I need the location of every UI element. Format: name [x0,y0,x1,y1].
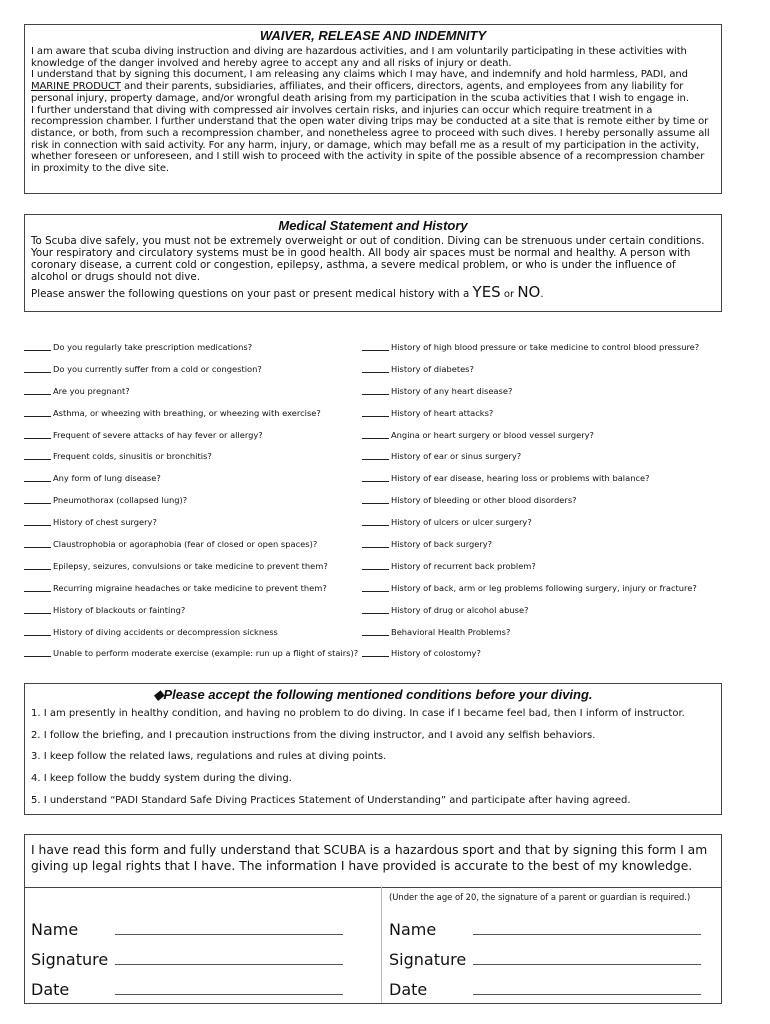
name-label: Name [31,920,79,939]
answer-blank[interactable] [362,628,389,636]
question-text: Are you pregnant? [53,385,130,396]
answer-blank[interactable] [362,562,389,570]
question-text: History of colostomy? [391,648,481,659]
answer-blank[interactable] [362,518,389,526]
answer-blank[interactable] [24,496,51,504]
question-row [24,424,364,446]
question-text: Any form of lung disease? [53,473,161,484]
question-row [362,380,722,402]
medical-title: Medical Statement and History [278,218,468,233]
question-text: Pneumothorax (collapsed lung)? [53,495,188,506]
answer-blank[interactable] [362,649,389,657]
divider [25,887,721,888]
question-text: Recurring migraine headaches or take medicine to prevent them? [53,582,327,593]
question-text: History of ear or sinus surgery? [391,451,522,462]
participant-date-field[interactable] [115,993,343,995]
question-row [24,621,364,643]
medical-instructions: Please answer the following questions on your past or present medical history with a YES or NO. [31,283,544,301]
question-row [362,358,722,380]
question-text: Do you currently suffer from a cold or congestion? [53,363,262,374]
signature-label: Signature [31,950,109,969]
acknowledgement-statement: I have read this form and fully understand that SCUBA is a hazardous sport and that by signing this form I am giving up legal rights that I have. The information I have provided is accurate to the best of my knowledge. [31,843,708,873]
conditions-title: ◆Please accept the following mentioned conditions before your diving. [153,687,593,702]
question-text: Frequent colds, sinusitis or bronchitis? [53,451,212,462]
question-row [24,467,364,489]
answer-blank[interactable] [24,584,51,592]
question-row [24,577,364,599]
answer-blank[interactable] [24,518,51,526]
answer-blank[interactable] [24,540,51,548]
waiver-section [24,24,722,194]
guardian-signature-block [389,909,701,999]
question-text: Do you regularly take prescription medications? [53,341,253,352]
answer-blank[interactable] [362,387,389,395]
question-row [24,533,364,555]
answer-blank[interactable] [362,431,389,439]
guardian-name-field[interactable] [473,933,701,935]
question-row [24,358,364,380]
condition-item: 2. I follow the briefing, and I precaution instructions from the diving instructor, and I avoid any selfish behaviors. [31,729,596,741]
waiver-paragraph-1: I am aware that scuba diving instruction and diving are hazardous activities, and I am voluntarily participating in these activities with knowledge of the danger involved and hereby agree to accept any and all risks of injury or death. [31,46,687,69]
company-name: MARINE PRODUCT [31,81,121,93]
guardian-date-field[interactable] [473,993,701,995]
date-label: Date [31,980,70,999]
participant-signature-field[interactable] [115,963,343,965]
questions-right-column [362,336,722,664]
waiver-paragraph-3: I further understand that diving with compressed air involves certain risks, and injuries can occur which require treatment in a recompression chamber. I further understand that the open water diving trips may be conducted at a site that is remote either by time or distance, or both, from such a recompression chamber, and nonetheless agree to proceed with such dives. I hereby personally assume all risk in connection with said activity. For any harm, injury, or damage, which may befall me as a result of my participation in the activity, whether foreseen or unforeseen, and I still wish to proceed with the activity in spite of the possible absence of a recompression chamber in proximity to the dive site. [31,104,710,175]
question-text: History of chest surgery? [53,517,157,528]
question-text: Behavioral Health Problems? [391,626,511,637]
question-row [362,577,722,599]
guardian-signature-field[interactable] [473,963,701,965]
question-text: History of heart attacks? [391,407,494,418]
answer-blank[interactable] [24,649,51,657]
question-text: History of high blood pressure or take medicine to control blood pressure? [391,341,700,352]
signature-label: Signature [389,950,467,969]
question-text: History of ear disease, hearing loss or problems with balance? [391,473,650,484]
question-row [362,533,722,555]
condition-item: 3. I keep follow the related laws, regulations and rules at diving points. [31,751,387,763]
question-row [362,489,722,511]
question-text: History of drug or alcohol abuse? [391,604,529,615]
question-text: Angina or heart surgery or blood vessel surgery? [391,429,594,440]
conditions-list [31,707,715,815]
question-text: Asthma, or wheezing with breathing, or wheezing with exercise? [53,407,321,418]
condition-item: 4. I keep follow the buddy system during the diving. [31,773,292,785]
question-row [362,336,722,358]
question-row [362,599,722,621]
answer-blank[interactable] [24,387,51,395]
medical-intro: To Scuba dive safely, you must not be extremely overweight or out of condition. Diving can be strenuous under certain conditions. Your respiratory and circulatory systems must be in good health. All body air spaces must be normal and healthy. A person with coronary disease, a current cold or congestion, epilepsy, asthma, a severe medical problem, or who is under the influence of alcohol or drugs should not dive. [31,235,705,283]
answer-blank[interactable] [24,365,51,373]
condition-item: 1. I am presently in healthy condition, and having no problem to do diving. In case if I became feel bad, then I inform of instructor. [31,708,685,719]
name-label: Name [389,920,437,939]
answer-blank[interactable] [362,409,389,417]
question-text: History of ulcers or ulcer surgery? [391,517,532,528]
answer-blank[interactable] [362,540,389,548]
question-row [24,642,364,664]
question-text: History of diving accidents or decompression sickness [53,626,278,637]
medical-section [24,214,722,312]
yes-label: YES [472,283,501,301]
answer-blank[interactable] [362,474,389,482]
question-text: History of diabetes? [391,363,474,374]
conditions-section [24,683,722,815]
question-text: History of back surgery? [391,538,493,549]
answer-blank[interactable] [362,365,389,373]
answer-blank[interactable] [362,606,389,614]
answer-blank[interactable] [24,343,51,351]
no-label: NO [517,283,541,301]
question-row [24,489,364,511]
answer-blank[interactable] [24,628,51,636]
waiver-title: WAIVER, RELEASE AND INDEMNITY [259,28,487,43]
column-divider [381,887,382,1003]
question-text: History of bleeding or other blood disorders? [391,495,577,506]
answer-blank[interactable] [24,452,51,460]
answer-blank[interactable] [24,606,51,614]
waiver-paragraph-2: I understand that by signing this document, I am releasing any claims which I may have, and indemnify and hold harmless, PADI, and MARINE PRODUCT and their parents, subsidiaries, affiliates, and their officers, directors, agents, and employees from any liability for personal injury, property damage, and/or wrongful death arising from my participation in the scuba activities that I wish to engage in. [31,69,689,104]
question-row [362,511,722,533]
medical-questions [24,336,722,666]
question-row [24,599,364,621]
condition-item: 5. I understand “PADI Standard Safe Diving Practices Statement of Understanding” and participate after having agreed. [31,794,631,806]
questions-left-column [24,336,364,664]
answer-blank[interactable] [24,409,51,417]
question-row [362,402,722,424]
question-text: Epilepsy, seizures, convulsions or take medicine to prevent them? [53,560,328,571]
question-row [24,445,364,467]
answer-blank[interactable] [362,452,389,460]
question-row [24,511,364,533]
question-row [24,380,364,402]
question-row [362,621,722,643]
question-row [362,445,722,467]
signoff-section [24,834,722,1004]
question-text: History of recurrent back problem? [391,560,536,571]
answer-blank[interactable] [24,474,51,482]
question-row [362,467,722,489]
participant-name-field[interactable] [115,933,343,935]
date-label: Date [389,980,428,999]
answer-blank[interactable] [362,496,389,504]
question-row [24,336,364,358]
question-row [362,642,722,664]
participant-signature-block [31,909,343,999]
answer-blank[interactable] [24,431,51,439]
question-text: Unable to perform moderate exercise (example: run up a flight of stairs)? [53,648,359,659]
question-text: History of blackouts or fainting? [53,604,186,615]
question-text: Frequent of severe attacks of hay fever or allergy? [53,429,263,440]
question-row [24,402,364,424]
answer-blank[interactable] [362,584,389,592]
question-row [24,555,364,577]
guardian-note: (Under the age of 20, the signature of a parent or guardian is required.) [389,892,691,902]
answer-blank[interactable] [24,562,51,570]
question-row [362,424,722,446]
answer-blank[interactable] [362,343,389,351]
question-text: Claustrophobia or agoraphobia (fear of closed or open spaces)? [53,538,318,549]
question-row [362,555,722,577]
question-text: History of back, arm or leg problems following surgery, injury or fracture? [391,582,697,593]
question-text: History of any heart disease? [391,385,513,396]
